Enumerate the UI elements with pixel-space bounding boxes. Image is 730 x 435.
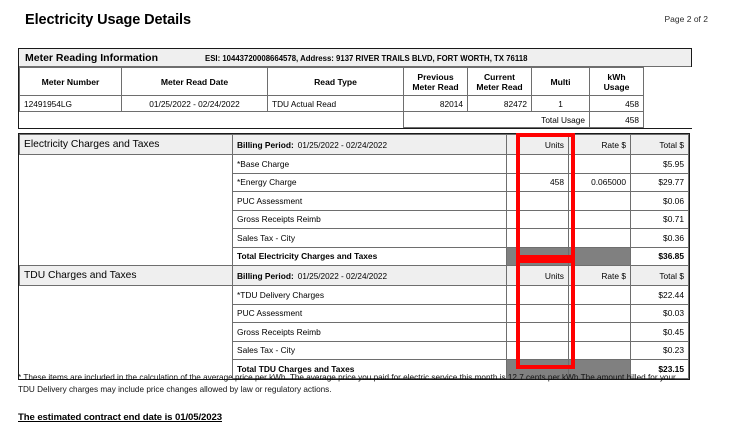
meter-reading-block: [18, 48, 692, 129]
col-multi: Multi: [532, 68, 590, 96]
tdu-section-header-row: [20, 266, 689, 286]
charge-total: $0.06: [631, 192, 689, 211]
charge-total: $0.36: [631, 229, 689, 248]
charge-rate: [569, 210, 631, 229]
charge-rate: [569, 286, 631, 305]
charge-units: [507, 323, 569, 342]
charge-rate: [569, 323, 631, 342]
tdu-col-rate: Rate $: [569, 266, 631, 286]
meter-esi-address: ESI: 10443720008664578, Address: 9137 RIVER TRAILS BLVD, FORT WORTH, TX 76118: [205, 53, 528, 63]
charge-rate: [569, 304, 631, 323]
charge-description: PUC Assessment: [233, 192, 507, 211]
charge-description: PUC Assessment: [233, 304, 507, 323]
table-row: [20, 155, 689, 174]
asterisk-footnote: * These items are included in the calculation of the average price per kWh. The average price you paid for electric service this month is 12.7 cents per kWh.The amount billed for your TDU Delivery charges may include price changes allowed by law or regulatory actions.: [18, 373, 676, 394]
charge-total: $22.44: [631, 286, 689, 305]
meter-table-header-row: [20, 68, 692, 96]
charge-units: [507, 304, 569, 323]
total-usage-label: Total Usage: [404, 112, 590, 128]
electricity-total-units: [507, 247, 569, 266]
charge-rate: [569, 229, 631, 248]
cell-meter-read-date: 01/25/2022 - 02/24/2022: [122, 96, 268, 112]
col-current-meter-read: Current Meter Read: [468, 68, 532, 96]
charge-description: Sales Tax - City: [233, 341, 507, 360]
charge-description: Sales Tax - City: [233, 229, 507, 248]
meter-reading-title: Meter Reading Information: [25, 52, 159, 64]
charge-total: $0.45: [631, 323, 689, 342]
col-filler: [644, 68, 692, 96]
tdu-left-spacer: [20, 286, 233, 379]
table-row: [20, 96, 692, 112]
charge-description: *Energy Charge: [233, 173, 507, 192]
charge-units: [507, 341, 569, 360]
charge-units: 458: [507, 173, 569, 192]
charges-block: [18, 133, 690, 380]
cell-current-meter-read: 82472: [468, 96, 532, 112]
charge-total: $0.71: [631, 210, 689, 229]
col-meter-read-date: Meter Read Date: [122, 68, 268, 96]
charge-rate: [569, 192, 631, 211]
meter-reading-header: [19, 49, 691, 67]
meter-reading-table: [19, 67, 692, 128]
electricity-left-spacer: [20, 155, 233, 266]
col-kwh-usage: kWh Usage: [590, 68, 644, 96]
charge-rate: 0.065000: [569, 173, 631, 192]
electricity-col-total: Total $: [631, 135, 689, 155]
electricity-total-rate: [569, 247, 631, 266]
charge-rate: [569, 155, 631, 174]
cell-previous-meter-read: 82014: [404, 96, 468, 112]
col-previous-meter-read: Previous Meter Read: [404, 68, 468, 96]
cell-filler: [644, 96, 692, 112]
electricity-col-units: Units: [507, 135, 569, 155]
charge-description: Gross Receipts Reimb: [233, 210, 507, 229]
spacer-2: [122, 112, 268, 128]
charge-total: $0.23: [631, 341, 689, 360]
charge-description: Gross Receipts Reimb: [233, 323, 507, 342]
total-usage-row: [20, 112, 692, 128]
table-row: [20, 286, 689, 305]
tdu-col-units: Units: [507, 266, 569, 286]
col-meter-number: Meter Number: [20, 68, 122, 96]
charge-units: [507, 286, 569, 305]
total-usage-value: 458: [590, 112, 644, 128]
electricity-section-title: Electricity Charges and Taxes: [20, 135, 233, 155]
tdu-billing-period-label: Billing Period:: [237, 270, 294, 281]
charge-units: [507, 192, 569, 211]
tdu-billing-period-value: 01/25/2022 - 02/24/2022: [297, 271, 387, 281]
electricity-section-header-row: [20, 135, 689, 155]
page-number: Page 2 of 2: [664, 14, 708, 24]
tdu-col-total: Total $: [631, 266, 689, 286]
cell-multi: 1: [532, 96, 590, 112]
electricity-billing-period-value: 01/25/2022 - 02/24/2022: [297, 140, 387, 150]
cell-meter-number: 12491954LG: [20, 96, 122, 112]
cell-kwh-usage: 458: [590, 96, 644, 112]
electricity-billing-period-label: Billing Period:: [237, 139, 294, 150]
charge-total: $0.03: [631, 304, 689, 323]
contract-end-note: The estimated contract end date is 01/05/2023: [18, 412, 222, 423]
spacer-3: [268, 112, 404, 128]
charge-units: [507, 229, 569, 248]
electricity-total-amount: $36.85: [631, 247, 689, 266]
spacer-4: [644, 112, 692, 128]
charge-rate: [569, 341, 631, 360]
page-header: [0, 0, 730, 42]
tdu-section-title: TDU Charges and Taxes: [20, 266, 233, 286]
charge-units: [507, 155, 569, 174]
tdu-total-description: Total TDU Charges and Taxes: [233, 360, 507, 379]
charge-description: *Base Charge: [233, 155, 507, 174]
spacer-1: [20, 112, 122, 128]
charge-units: [507, 210, 569, 229]
charge-total: $29.77: [631, 173, 689, 192]
electricity-total-description: Total Electricity Charges and Taxes: [233, 247, 507, 266]
col-read-type: Read Type: [268, 68, 404, 96]
tdu-billing-period: [233, 266, 507, 286]
tdu-total-amount: $23.15: [631, 360, 689, 379]
page-title: Electricity Usage Details: [25, 12, 191, 28]
charge-total: $5.95: [631, 155, 689, 174]
charge-description: *TDU Delivery Charges: [233, 286, 507, 305]
electricity-billing-period: [233, 135, 507, 155]
electricity-col-rate: Rate $: [569, 135, 631, 155]
charges-table: [19, 134, 689, 379]
cell-read-type: TDU Actual Read: [268, 96, 404, 112]
